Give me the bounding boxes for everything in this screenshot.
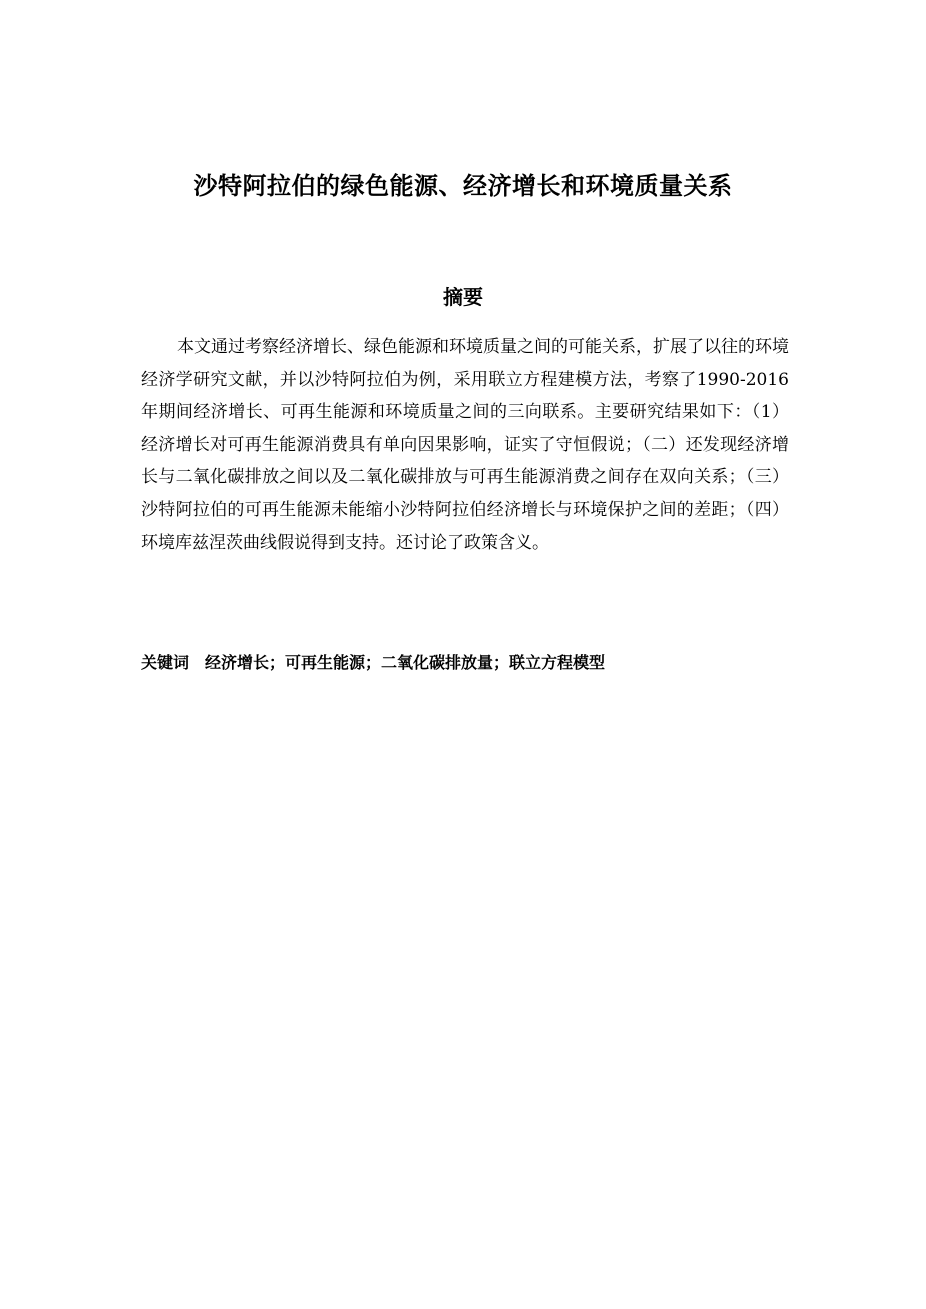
keywords-text: 经济增长；可再生能源；二氧化碳排放量；联立方程模型	[205, 653, 606, 672]
keywords-line	[141, 648, 789, 678]
keywords-label: 关键词	[141, 653, 190, 672]
paper-title: 沙特阿拉伯的绿色能源、经济增长和环境质量关系	[193, 172, 733, 200]
abstract-body: 本文通过考察经济增长、绿色能源和环境质量之间的可能关系，扩展了以往的环境经济学研究文献，并以沙特阿拉伯为例，采用联立方程建模方法，考察了1990-2016年期间经济增长、可再生能源和环境质量之间的三向联系。主要研究结果如下：（1）经济增长对可再生能源消费具有单向因果影响，证实了守恒假说；（二）还发现经济增长与二氧化碳排放之间以及二氧化碳排放与可再生能源消费之间存在双向关系；（三）沙特阿拉伯的可再生能源未能缩小沙特阿拉伯经济增长与环境保护之间的差距；（四）环境库兹涅茨曲线假说得到支持。还讨论了政策含义。	[141, 337, 789, 553]
abstract-heading: 摘要	[443, 285, 483, 309]
